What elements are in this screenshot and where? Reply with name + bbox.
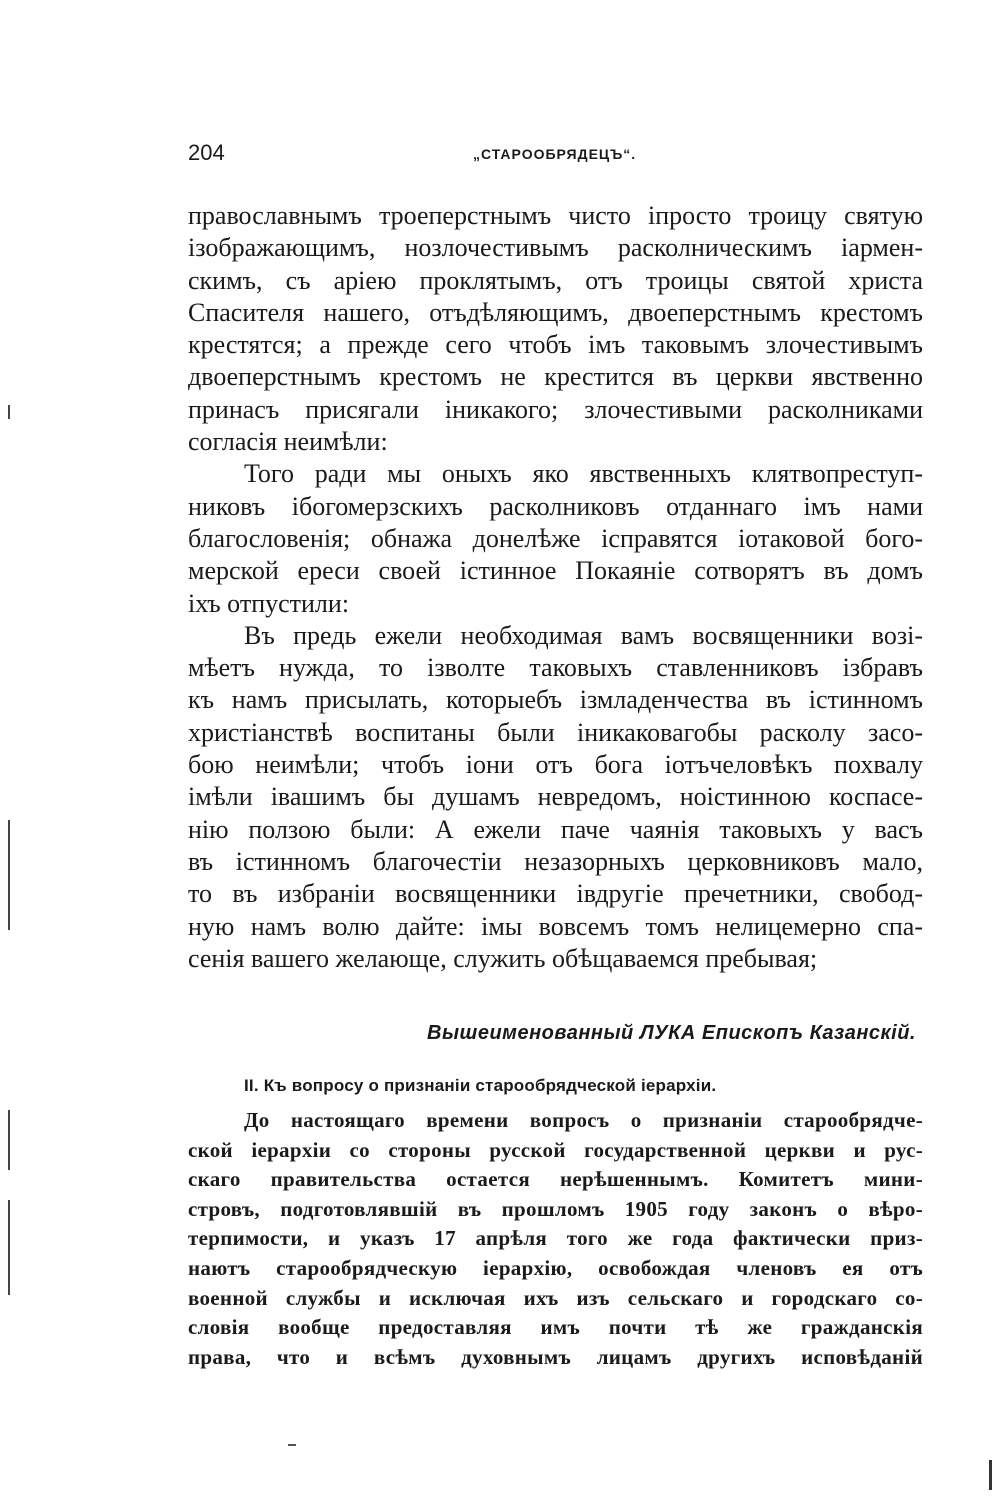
scan-margin-marks: [0, 0, 20, 1497]
text-line: мерской ереси своей істинное Покаяніе сотворятъ въ домъ: [188, 556, 923, 586]
text-line: скимъ, съ аріею проклятымъ, отъ троицы святой христа: [188, 265, 923, 295]
text-line: христіанствѣ воспитаны были іникаковагобы расколу засо-: [188, 717, 923, 747]
text-line: словія вообще предоставляя имъ почти тѣ же гражданскія: [188, 1315, 923, 1340]
text-line: ную намъ волю дайте: імы вовсемъ томъ нелицемерно спа-: [188, 911, 923, 941]
text-line: нію ползою были: А ежели паче чаянія таковыхъ у васъ: [188, 814, 923, 844]
text-line: іхъ отпустили:: [188, 588, 350, 618]
text-line: стровъ, подготовлявшій въ прошломъ 1905 году законъ о вѣро-: [188, 1196, 923, 1221]
text-line: принасъ присягали іникакого; злочестивыми расколниками: [188, 394, 923, 424]
text-line: імѣли івашимъ бы душамъ невредомъ, ноістинною коспасе-: [188, 782, 923, 812]
text-line: двоеперстнымъ крестомъ не крестится въ церкви явственно: [188, 362, 923, 392]
text-line: До настоящаго времени вопросъ о признаніи старообрядче-: [244, 1108, 923, 1132]
scan-edge-mark: [989, 1460, 992, 1490]
text-line: наютъ старообрядческую іерархію, освобождая членовъ ея отъ: [188, 1255, 923, 1280]
text-line: военной службы и исключая ихъ изъ сельскаго и городскаго со-: [188, 1285, 923, 1310]
text-line: скаго правительства остается нерѣшеннымъ. Комитетъ мини-: [188, 1167, 923, 1192]
text-line: ской іерархіи со стороны русской государственной церкви и рус-: [188, 1137, 923, 1162]
page-header: [188, 140, 923, 168]
text-line: терпимости, и указъ 17 апрѣля того же года фактически приз-: [188, 1226, 923, 1251]
text-line: то въ избраніи восвященники івдругіе пречетники, свобод-: [188, 879, 923, 909]
text-line: благословенія; обнажа донелѣже ісправятся іотаковой бого-: [188, 523, 923, 553]
paragraph-1: [188, 200, 923, 458]
text-line: бою неимѣли; чтобъ іони отъ бога іотъчеловѣкъ похвалу: [188, 750, 923, 780]
running-title: „СТАРООБРЯДЕЦЪ“.: [473, 146, 637, 162]
text-line: мѣетъ нужда, то ізволте таковыхъ ставленниковъ ізбравъ: [188, 653, 923, 683]
text-line: православнымъ троеперстнымъ чисто іпросто троицу святую: [188, 201, 923, 230]
text-line: права, что и всѣмъ духовнымъ лицамъ другихъ исповѣданій: [188, 1344, 923, 1369]
signature: Вышеименованный ЛУКА Епископъ Казанскій.: [427, 1022, 916, 1044]
section-heading: II. Къ вопросу о признаніи старообрядческой іерархіи.: [244, 1076, 717, 1095]
text-line: Спасителя нашего, отъдѣляющимъ, двоеперстнымъ крестомъ: [188, 297, 923, 327]
text-line: никовъ ібогомерзскихъ расколниковъ отданнаго імъ нами: [188, 491, 923, 521]
paragraph-2: [188, 458, 923, 619]
text-line: Того ради мы оныхъ яко явственныхъ клятвопреступ-: [244, 459, 923, 489]
text-line: ізображающимъ, нозлочестивымъ расколническимъ іармен-: [188, 233, 923, 263]
text-line: къ намъ присылать, которыебъ ізмладенчества въ істинномъ: [188, 685, 923, 715]
main-text: [188, 200, 923, 975]
paragraph-3: [188, 620, 923, 975]
text-line: въ істинномъ благочестіи незазорныхъ церковниковъ мало,: [188, 846, 923, 876]
text-line: крестятся; а прежде сего чтобъ імъ таковымъ злочестивымъ: [188, 330, 923, 360]
scan-dash-mark: [288, 1444, 296, 1446]
text-line: сенія вашего желающе, служить обѣщаваемся пребывая;: [188, 943, 818, 973]
text-line: согласія неимѣли:: [188, 427, 388, 457]
page-number: 204: [188, 140, 225, 165]
section-body: [188, 1106, 923, 1372]
text-line: Въ предь ежели необходимая вамъ восвященники возі-: [244, 620, 923, 650]
